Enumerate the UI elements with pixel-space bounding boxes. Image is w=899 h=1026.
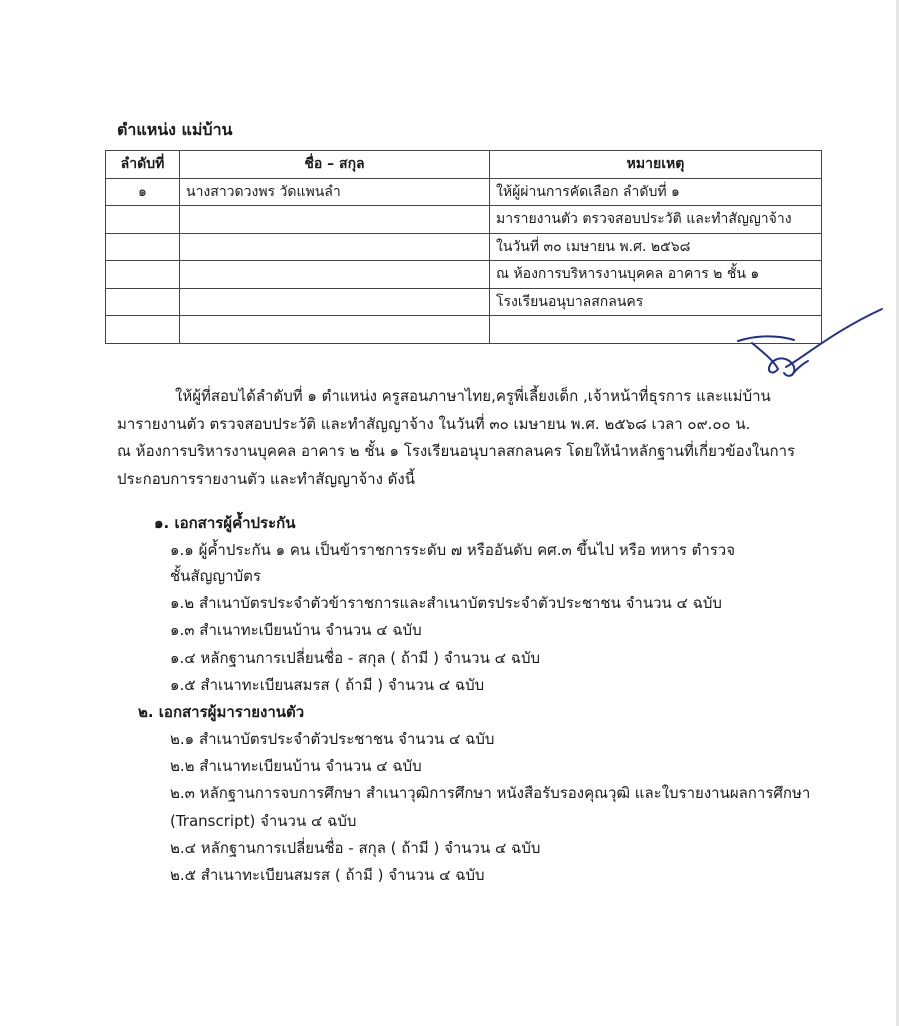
row-remark: ในวันที่ ๓๐ เมษายน พ.ศ. ๒๕๖๘ — [490, 233, 822, 261]
guarantor-documents-title: ๑. เอกสารผู้ค้ำประกัน — [154, 514, 296, 532]
table-row — [106, 261, 822, 289]
header-remark: หมายเหตุ — [490, 151, 822, 179]
paragraph-line: ณ ห้องการบริหารงานบุคคล อาคาร ๒ ชั้น ๑ โรงเรียนอนุบาลสกลนคร โดยให้นำหลักฐานที่เกี่ยวข้องในการ — [117, 442, 796, 461]
row-order — [106, 261, 180, 289]
list-item: ๑.๕ สำเนาทะเบียนสมรส ( ถ้ามี ) จำนวน ๔ ฉบับ — [170, 676, 485, 694]
table-header-row — [106, 151, 822, 179]
header-order: ลำดับที่ — [106, 151, 180, 179]
table-row — [106, 288, 822, 316]
list-item: ๒.๒ สำเนาทะเบียนบ้าน จำนวน ๔ ฉบับ — [170, 757, 422, 775]
row-remark: ณ ห้องการบริหารงานบุคคล อาคาร ๒ ชั้น ๑ — [490, 261, 822, 289]
paragraph-line: มารายงานตัว ตรวจสอบประวัติ และทำสัญญาจ้าง ในวันที่ ๓๐ เมษายน พ.ศ. ๒๕๖๘ เวลา ๐๙.๐๐ น. — [117, 414, 751, 433]
row-order — [106, 233, 180, 261]
row-remark: โรงเรียนอนุบาลสกลนคร — [490, 288, 822, 316]
row-order — [106, 288, 180, 316]
list-item: ๒.๓ หลักฐานการจบการศึกษา สำเนาวุฒิการศึกษา หนังสือรับรองคุณวุฒิ และใบรายงานผลการศึกษา — [170, 784, 811, 802]
list-item: ๑.๓ สำเนาทะเบียนบ้าน จำนวน ๔ ฉบับ — [170, 621, 422, 639]
row-order — [106, 316, 180, 344]
list-item: ๑.๔ หลักฐานการเปลี่ยนชื่อ - สกุล ( ถ้ามี ) จำนวน ๔ ฉบับ — [170, 649, 540, 667]
announcement-paragraph — [117, 383, 837, 494]
row-name — [180, 261, 490, 289]
table-row — [106, 178, 822, 206]
list-item: ๒.๑ สำเนาบัตรประจำตัวประชาชน จำนวน ๔ ฉบับ — [170, 730, 495, 748]
paragraph-line: ประกอบการรายงานตัว และทำสัญญาจ้าง ดังนี้ — [117, 470, 416, 489]
list-item: ๑.๒ สำเนาบัตรประจำตัวข้าราชการและสำเนาบัตรประจำตัวประชาชน จำนวน ๔ ฉบับ — [170, 594, 722, 612]
row-remark: ให้ผู้ผ่านการคัดเลือก ลำดับที่ ๑ — [490, 178, 822, 206]
candidate-table — [105, 150, 822, 344]
table-row — [106, 233, 822, 261]
row-name: นางสาวดวงพร วัดแพนลำ — [180, 178, 490, 206]
list-item: ๑.๑ ผู้ค้ำประกัน ๑ คน เป็นข้าราชการระดับ ๗ หรืออันดับ คศ.๓ ขึ้นไป หรือ ทหาร ตำรวจ — [170, 541, 736, 559]
position-heading: ตำแหน่ง แม่บ้าน — [117, 120, 233, 139]
list-item: ชั้นสัญญาบัตร — [170, 567, 261, 585]
row-remark: มารายงานตัว ตรวจสอบประวัติ และทำสัญญาจ้าง — [490, 206, 822, 234]
header-name: ชื่อ – สกุล — [180, 151, 490, 179]
handwritten-signature — [734, 305, 884, 387]
list-item: ๒.๔ หลักฐานการเปลี่ยนชื่อ - สกุล ( ถ้ามี ) จำนวน ๔ ฉบับ — [170, 839, 541, 857]
list-item: (Transcript) จำนวน ๔ ฉบับ — [170, 812, 357, 830]
row-name — [180, 233, 490, 261]
row-order — [106, 206, 180, 234]
list-item: ๒.๕ สำเนาทะเบียนสมรส ( ถ้ามี ) จำนวน ๔ ฉบับ — [170, 866, 485, 884]
table-row — [106, 316, 822, 344]
row-name — [180, 288, 490, 316]
paragraph-line: ให้ผู้ที่สอบได้ลำดับที่ ๑ ตำแหน่ง ครูสอนภาษาไทย,ครูพี่เลี้ยงเด็ก ,เจ้าหน้าที่ธุรการ และแม่บ้าน — [175, 387, 771, 405]
row-name — [180, 316, 490, 344]
row-name — [180, 206, 490, 234]
row-order: ๑ — [106, 178, 180, 206]
reporter-documents-title: ๒. เอกสารผู้มารายงานตัว — [138, 703, 305, 721]
table-row — [106, 206, 822, 234]
